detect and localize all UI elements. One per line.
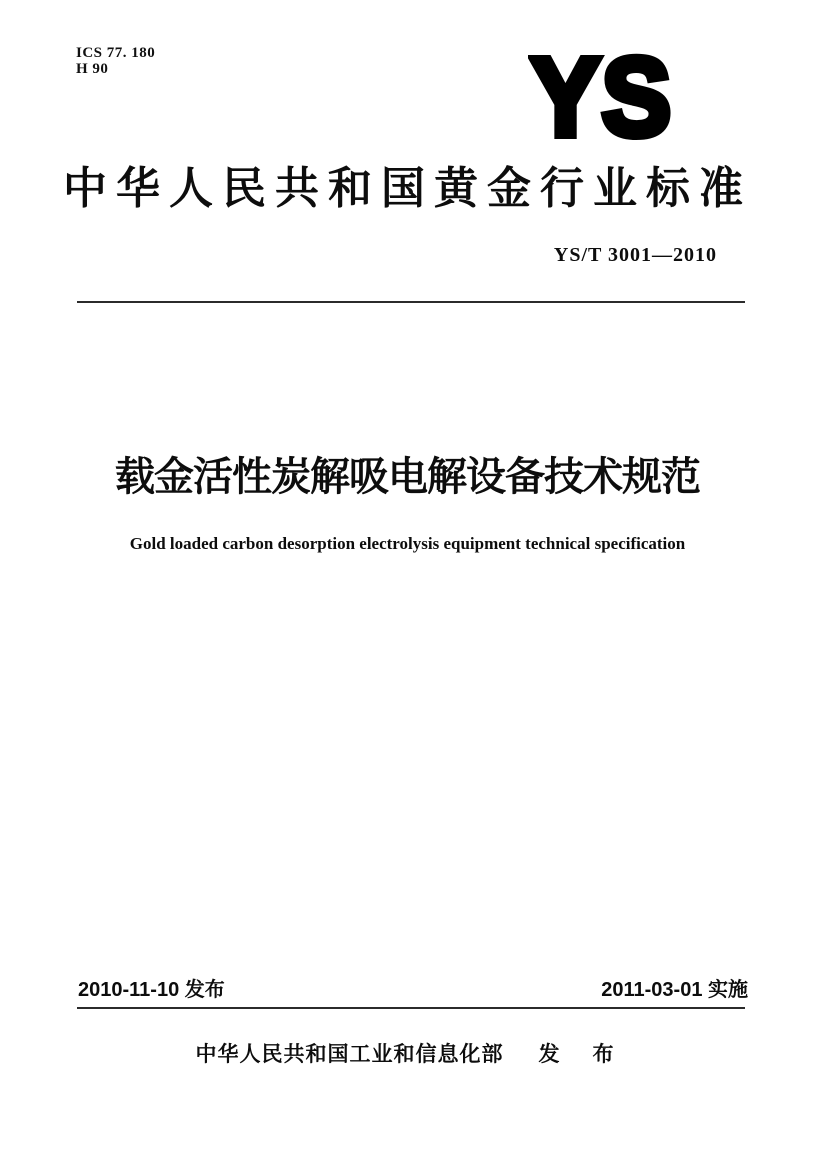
dates-row xyxy=(78,978,748,1002)
standard-number: YS/T 3001—2010 xyxy=(553,244,717,266)
standard-body-title: 中华人民共和国黄金行业标准 xyxy=(63,164,752,213)
issuing-authority: 中华人民共和国工业和信息化部 xyxy=(195,1043,504,1066)
ics-code: ICS 77. 180 xyxy=(76,45,156,61)
ys-logo: YS xyxy=(531,36,673,159)
issue-label: 发 布 xyxy=(538,1043,620,1066)
footer-row xyxy=(0,1042,815,1068)
document-title-english: Gold loaded carbon desorption electrolysis equipment technical specification xyxy=(129,534,686,553)
issue-date: 2010-11-10 发布 xyxy=(78,979,225,1001)
footer-divider-line xyxy=(77,1007,745,1009)
implementation-date: 2011-03-01 实施 xyxy=(601,979,748,1001)
header-divider-line xyxy=(77,301,745,303)
classification-code: H 90 xyxy=(76,61,109,77)
document-title-chinese: 载金活性炭解吸电解设备技术规范 xyxy=(115,455,700,499)
ics-block xyxy=(76,45,155,77)
